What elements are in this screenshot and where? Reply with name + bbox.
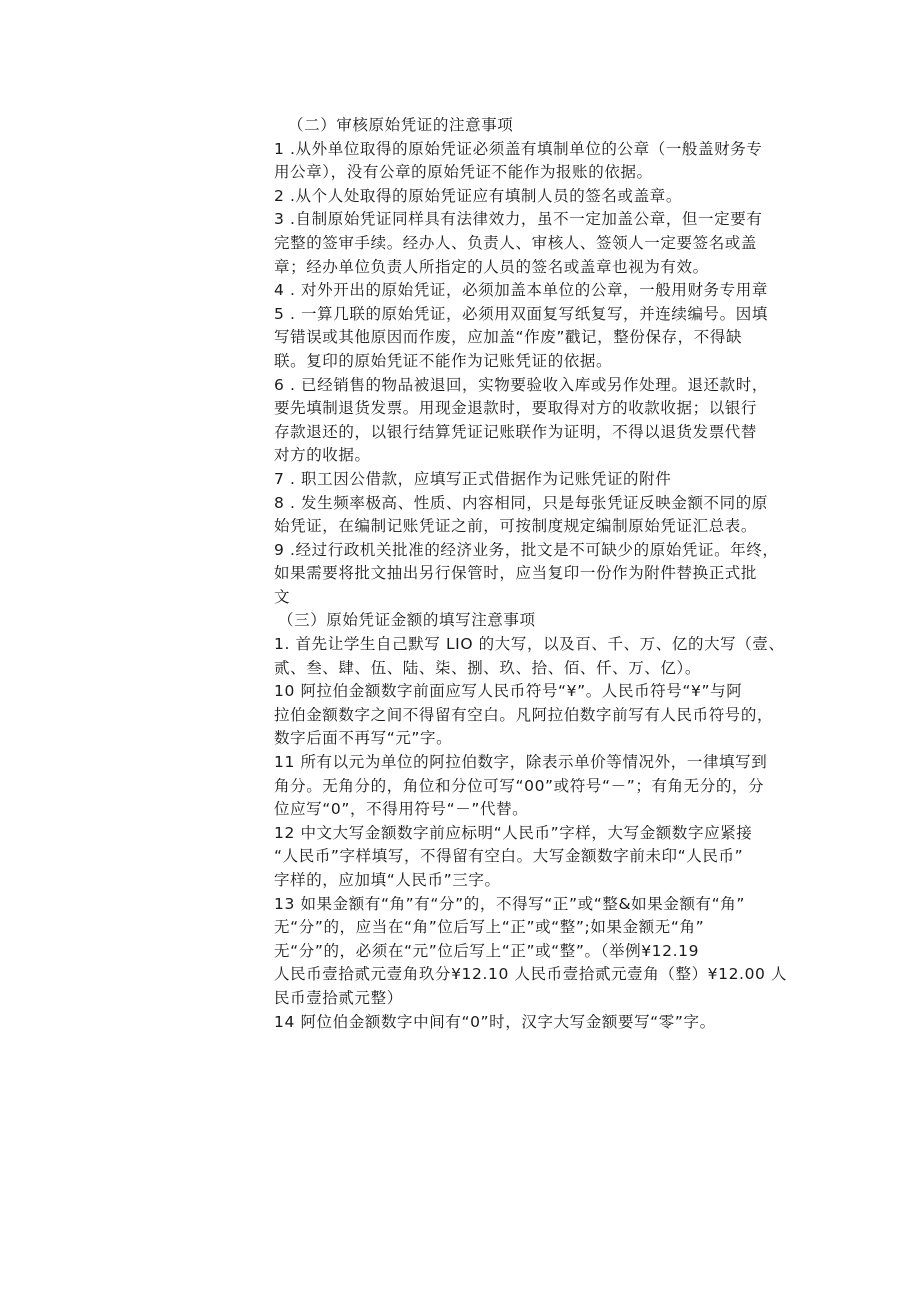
text-line: 2 .从个人处取得的原始凭证应有填制人员的签名或盖章。	[274, 186, 682, 205]
text-line: 10 阿拉伯金额数字前面应写人民币符号“¥”。人民币符号“¥”与阿	[274, 682, 743, 701]
text-line: 字样的，应加填“人民币”三字。	[274, 871, 501, 889]
text-line: 9 .经过行政机关批准的经济业务，批文是不可缺少的原始凭证。年终，	[274, 540, 779, 559]
text-line: 要先填制退货发票。用现金退款时，要取得对方的收款收据；以银行	[274, 399, 758, 418]
section-heading-3: （三）原始凭证金额的填写注意事项	[278, 611, 536, 630]
text-line: 13 如果金额有“角”有“分”的，不得写“正”或“整&如果金额有“角”	[274, 894, 746, 913]
text-line: “人民币”字样填写，不得留有空白。大写金额数字前未印“人民币”	[274, 847, 744, 866]
text-line: 始凭证，在编制记账凭证之前，可按制度规定编制原始凭证汇总表。	[274, 517, 758, 536]
text-line: 章；经办单位负责人所指定的人员的签名或盖章也视为有效。	[274, 257, 709, 276]
text-line: 存款退还的，以银行结算凭证记账联作为证明，不得以退货发票代替	[274, 422, 758, 441]
text-line: 无“分”的，应当在“角”位后写上“正”或“整”;如果金额无“角”	[274, 918, 705, 937]
text-line: 5 . 一算几联的原始凭证，必须用双面复写纸复写，并连续编号。因填	[274, 304, 768, 323]
text-line: 4 . 对外开出的原始凭证，必须加盖本单位的公章，一般用财务专用章	[274, 281, 768, 300]
text-line: 如果需要将批文抽出另行保管时，应当复印一份作为附件替换正式批	[274, 564, 758, 583]
section-heading-2: （二）审核原始凭证的注意事项	[288, 116, 514, 134]
document-body	[274, 114, 804, 1034]
text-line: 3 .自制原始凭证同样具有法律效力，虽不一定加盖公章，但一定要有	[274, 210, 763, 229]
text-line: 人民币壹拾贰元壹角玖分¥12.10 人民币壹拾贰元壹角（整）¥12.00 人	[274, 965, 788, 984]
text-line: 民币壹拾贰元整）	[274, 988, 403, 1007]
text-line: 联。复印的原始凭证不能作为记账凭证的依据。	[274, 351, 613, 370]
text-line: 完整的签审手续。经办人、负责人、审核人、签领人一定要签名或盖	[274, 233, 758, 252]
text-line: 8 . 发生频率极高、性质、内容相同，只是每张凭证反映金额不同的原	[274, 493, 768, 512]
text-line: 无“分”的，必须在“元”位后写上“正”或“整”。（举例¥12.19	[274, 941, 700, 960]
text-line: 1 .从外单位取得的原始凭证必须盖有填制单位的公章（一般盖财务专	[274, 139, 763, 158]
text-line: 数字后面不再写“元”字。	[274, 729, 453, 748]
text-line: 拉伯金额数字之间不得留有空白。凡阿拉伯数字前写有人民币符号的，	[274, 705, 774, 724]
text-line: 7 . 职工因公借款，应填写正式借据作为记账凭证的附件	[274, 469, 672, 488]
text-line: 6 . 已经销售的物品被退回，实物要验收入库或另作处理。退还款时，	[274, 375, 768, 394]
text-line: 位应写“0”，不得用符号“－”代替。	[274, 800, 529, 819]
text-line: 14 阿位伯金额数字中间有“0”时，汉字大写金额要写“零”字。	[274, 1012, 716, 1031]
text-line: 1. 首先让学生自己默写 LIO 的大写，以及百、千、万、亿的大写（壹、	[274, 635, 785, 654]
text-line: 角分。无角分的，角位和分位可写“00”或符号“－”；有角无分的，分	[274, 776, 765, 795]
text-line: 贰、叁、肆、伍、陆、柒、捌、玖、拾、佰、仟、万、亿）。	[274, 658, 701, 677]
text-line: 用公章），没有公章的原始凭证不能作为报账的依据。	[274, 163, 653, 182]
text-line: 12 中文大写金额数字前应标明“人民币”字样，大写金额数字应紧接	[274, 823, 753, 842]
text-line: 文	[274, 587, 291, 606]
text-line: 对方的收据。	[274, 446, 371, 465]
text-line: 写错误或其他原因而作废，应加盖“作废”戳记，整份保存，不得缺	[274, 328, 743, 347]
text-line: 11 所有以元为单位的阿拉伯数字，除表示单价等情况外，一律填写到	[274, 753, 768, 772]
